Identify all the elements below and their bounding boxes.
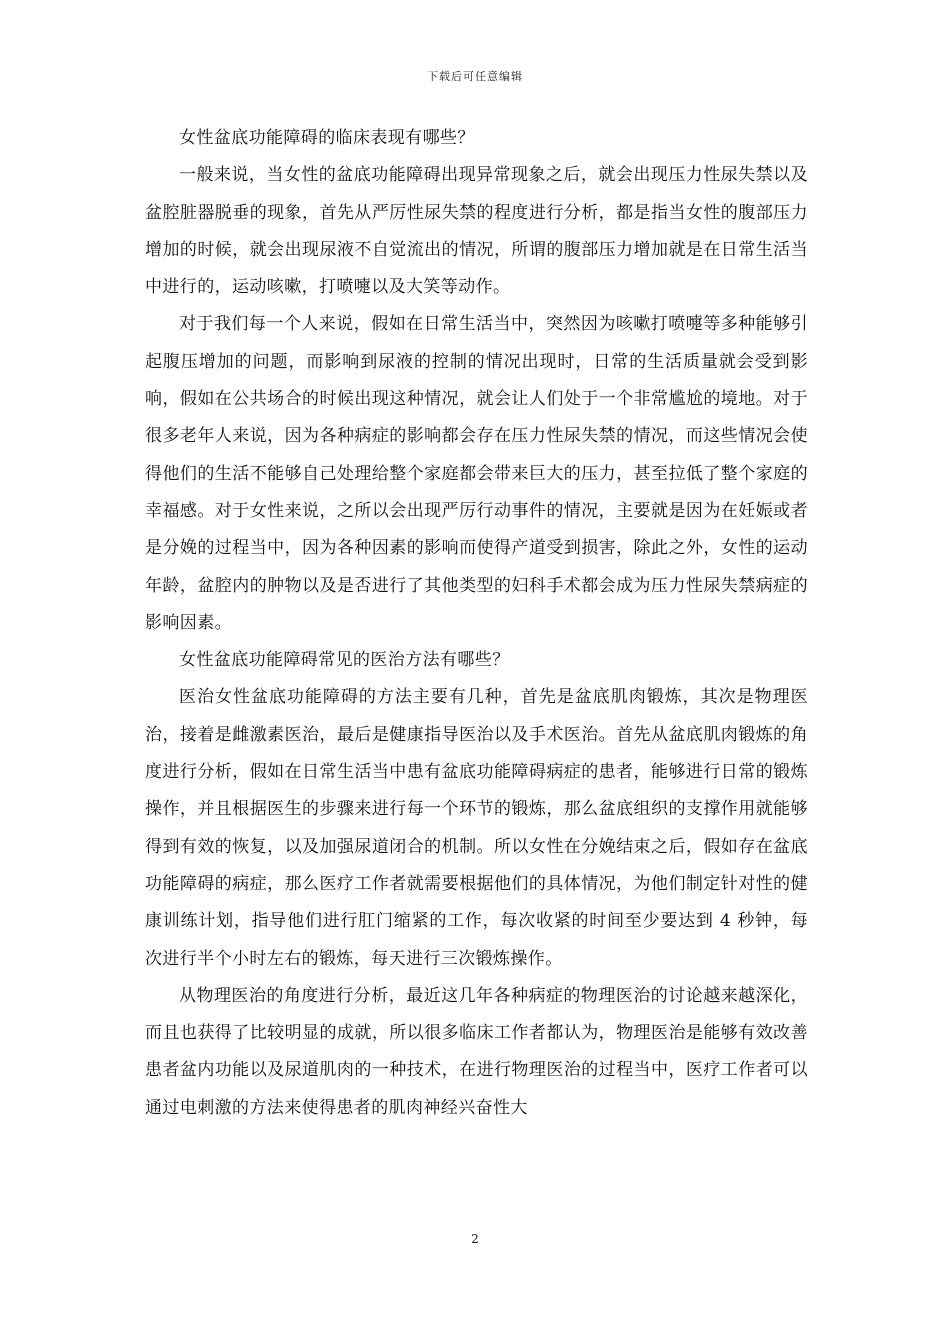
body-paragraph: 医治女性盆底功能障碍的方法主要有几种，首先是盆底肌肉锻炼，其次是物理医治，接着是雌激素医治，最后是健康指导医治以及手术医治。首先从盆底肌肉锻炼的角度进行分析，假如在日常生活当中患有盆底功能障碍病症的患者，能够进行日常的锻炼操作，并且根据医生的步骤来进行每一个环节的锻炼，那么盆底组织的支撑作用就能够得到有效的恢复，以及加强尿道闭合的机制。所以女性在分娩结束之后，假如存在盆底功能障碍的病症，那么医疗工作者就需要根据他们的具体情况，为他们制定针对性的健康训练计划，指导他们进行肛门缩紧的工作，每次收紧的时间至少要达到 4 秒钟，每次进行半个小时左右的锻炼，每天进行三次锻炼操作。 [145, 687, 808, 969]
section-heading-treatment: 女性盆底功能障碍常见的医治方法有哪些？ [179, 650, 510, 671]
body-paragraph: 从物理医治的角度进行分析，最近这几年各种病症的物理医治的讨论越来越深化，而且也获得了比较明显的成就，所以很多临床工作者都认为，物理医治是能够有效改善患者盆内功能以及尿道肌肉的一种技术，在进行物理医治的过程当中，医疗工作者可以通过电刺激的方法来使得患者的肌肉神经兴奋性大 [145, 985, 808, 1118]
body-paragraph: 对于我们每一个人来说，假如在日常生活当中，突然因为咳嗽打喷嚏等多种能够引起腹压增加的问题，而影响到尿液的控制的情况出现时，日常的生活质量就会受到影响，假如在公共场合的时候出现这种情况，就会让人们处于一个非常尴尬的境地。对于很多老年人来说，因为各种病症的影响都会存在压力性尿失禁的情况，而这些情况会使得他们的生活不能够自己处理给整个家庭都会带来巨大的压力，甚至拉低了整个家庭的幸福感。对于女性来说，之所以会出现严厉行动事件的情况，主要就是因为在妊娠或者是分娩的过程当中，因为各种因素的影响而使得产道受到损害，除此之外，女性的运动年龄，盆腔内的肿物以及是否进行了其他类型的妇科手术都会成为压力性尿失禁病症的影响因素。 [145, 314, 808, 633]
section-heading-symptoms: 女性盆底功能障碍的临床表现有哪些？ [179, 128, 475, 148]
body-paragraph: 一般来说，当女性的盆底功能障碍出现异常现象之后，就会出现压力性尿失禁以及盆腔脏器脱垂的现象，首先从严厉性尿失禁的程度进行分析，都是指当女性的腹部压力增加的时候，就会出现尿液不自觉流出的情况，所谓的腹部压力增加就是在日常生活当中进行的，运动咳嗽，打喷嚏以及大笑等动作。 [145, 165, 808, 298]
page-number: 2 [471, 1232, 479, 1246]
page-header: 下载后可任意编辑 [427, 70, 523, 83]
document-body [145, 120, 808, 1127]
